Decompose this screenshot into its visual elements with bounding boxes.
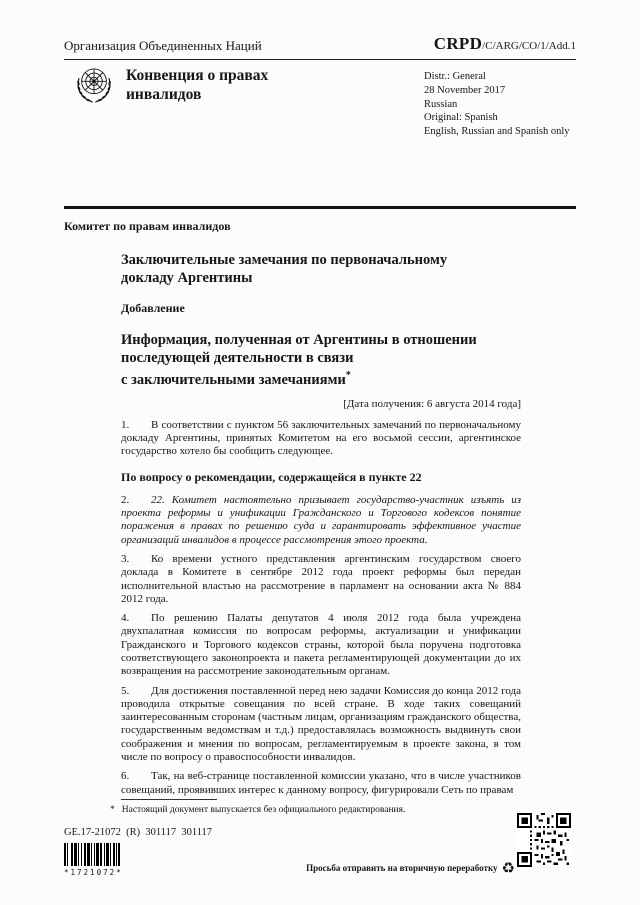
footnote-block — [64, 799, 576, 815]
header-divider — [64, 206, 576, 209]
paragraph-6 — [121, 770, 521, 797]
paragraph-text-quote: 22. Комитет настоятельно призывает государство-участник изъять из проекта реформы и унификации Гражданского и Торгового кодексов понятие поражения в правах по решению суда и гарантировать эффективное участие организаций инвалидов в процессе рассмотрения этого проекта. — [121, 493, 521, 546]
paragraph-text: По решению Палаты депутатов 4 июля 2012 года была учреждена двухпалатная комиссия по вопросам реформы, актуализации и унификации Гражданского и Торгового кодексов страны, которой была поручена подготовка соответствующего законопроекта и пакета регламентирующей документации до их возвращения на рассмотрение законодательным органам. — [121, 612, 521, 678]
paragraph-text: Для достижения поставленной перед нею задачи Комиссия до конца 2012 года проводила открытые совещания по всей стране. В ходе таких совещаний заинтересованным сторонам (частным лицам, организациям гражданского общества, государственным ведомствам и т.д.) предоставлялась возможность выдвинуть свои соображения и мнения по вопросам, регламентируемым в проекте закона, в том числе по вопросу о правоспособности инвалидов. — [121, 684, 521, 764]
document-header-row — [64, 34, 576, 60]
document-symbol — [434, 34, 576, 54]
convention-title: Конвенция о правах инвалидов — [126, 67, 269, 103]
paragraph-2 — [121, 494, 521, 547]
report-title — [121, 251, 521, 287]
paragraph-number: 3. — [121, 552, 130, 565]
paragraph-4 — [121, 612, 521, 678]
un-emblem-icon — [72, 63, 116, 107]
addendum-label: Добавление — [121, 301, 185, 315]
recycle-icon: ♻ — [501, 859, 515, 877]
ge-document-number: GE.17-21072 (R) 301117 301117 — [64, 827, 213, 838]
barcode-bars — [64, 843, 120, 866]
organization-name: Организация Объединенных Наций — [64, 38, 262, 53]
paragraph-number: 4. — [121, 612, 130, 625]
followup-title-line: последующей деятельности в связи — [121, 350, 354, 366]
barcode — [64, 843, 122, 877]
footnote-reference: * — [345, 370, 351, 381]
date-received: [Дата получения: 6 августа 2014 года] — [343, 397, 521, 410]
paragraph-text: Ко времени устного представления аргентинским государством своего доклада в Комитете в сентябре 2012 года проект реформы был передан исполнительной властью на рассмотрение в парламент на основании акта № 884 2012 года. — [121, 552, 521, 605]
footnote-divider — [121, 799, 217, 800]
distr-line: Distr.: General — [424, 71, 486, 82]
followup-title-line — [121, 367, 521, 389]
paragraph-text: Так, на веб-странице поставленной комиссии указано, что в числе участников совещаний, проявивших интерес к данному вопросу, фигурировали Сеть по правам — [121, 770, 521, 796]
followup-title-line: Информация, полученная от Аргентины в отношении — [121, 332, 477, 348]
paragraph-number: 2. — [121, 493, 130, 506]
paragraph-number: 6. — [121, 770, 130, 783]
paragraph-3 — [121, 553, 521, 606]
distr-line: 28 November 2017 — [424, 84, 506, 96]
distr-line: Original: Spanish — [424, 112, 498, 124]
report-title-line: Заключительные замечания по первоначальному — [121, 252, 448, 268]
distr-line: English, Russian and Spanish only — [424, 126, 570, 138]
footnote — [64, 805, 576, 815]
barcode-text: *1721072* — [64, 868, 123, 877]
footnote-marker: * — [110, 805, 115, 815]
distr-line: Russian — [424, 98, 458, 110]
section-heading: По вопросу о рекомендации, содержащейся в пункте 22 — [121, 469, 422, 484]
recycle-note-text: Просьба отправить на вторичную переработку — [306, 863, 498, 873]
distribution-block — [424, 70, 570, 139]
document-symbol-suffix: /C/ARG/CO/1/Add.1 — [482, 40, 576, 52]
document-body — [121, 251, 521, 803]
paragraph-5 — [121, 685, 521, 765]
footnote-text: Настоящий документ выпускается без официального редактирования. — [121, 805, 406, 815]
qr-code — [517, 813, 571, 867]
paragraph-number: 1. — [121, 418, 130, 431]
paragraph-1 — [121, 419, 521, 459]
followup-title — [121, 331, 521, 389]
paragraph-text: В соответствии с пунктом 56 заключительных замечаний по первоначальному докладу Аргентины, принятых Комитетом на его восьмой сессии, аргентинское государство хотело бы сообщить следующее. — [121, 418, 521, 458]
committee-name: Комитет по правам инвалидов — [64, 219, 231, 233]
report-title-line: докладу Аргентины — [121, 270, 253, 286]
recycle-note — [295, 859, 515, 877]
paragraph-number: 5. — [121, 684, 130, 697]
document-symbol-main: CRPD — [433, 34, 483, 53]
followup-title-text: с заключительными замечаниями — [121, 371, 346, 388]
